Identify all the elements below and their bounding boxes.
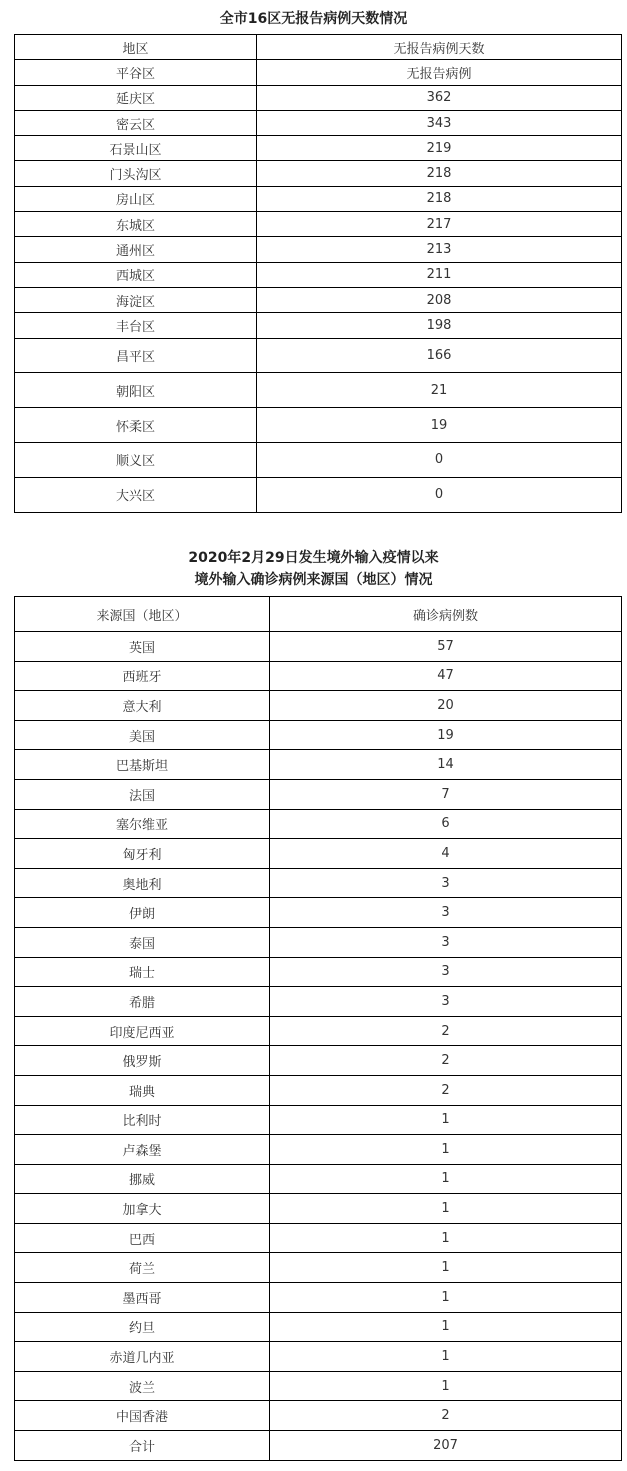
days-cell: 21 bbox=[257, 373, 622, 408]
case-count-cell: 19 bbox=[270, 720, 622, 750]
case-count-cell: 1 bbox=[270, 1164, 622, 1194]
table-row bbox=[15, 927, 622, 957]
table-row bbox=[15, 632, 622, 662]
district-cell: 密云区 bbox=[15, 110, 257, 135]
table-row bbox=[15, 1253, 622, 1283]
country-cell: 美国 bbox=[15, 720, 270, 750]
country-cell: 比利时 bbox=[15, 1105, 270, 1135]
table-row bbox=[15, 1164, 622, 1194]
table-header-row bbox=[15, 597, 622, 632]
country-cell: 合计 bbox=[15, 1431, 270, 1461]
country-cell: 英国 bbox=[15, 632, 270, 662]
district-cell: 朝阳区 bbox=[15, 373, 257, 408]
days-cell: 213 bbox=[257, 237, 622, 262]
case-count-cell: 57 bbox=[270, 632, 622, 662]
table2-title-line1: 2020年2月29日发生境外输入疫情以来 bbox=[188, 550, 439, 566]
case-count-cell: 1 bbox=[270, 1312, 622, 1342]
table-row bbox=[15, 1342, 622, 1372]
days-cell: 208 bbox=[257, 287, 622, 312]
table-row bbox=[15, 1135, 622, 1165]
case-count-cell: 1 bbox=[270, 1194, 622, 1224]
table-row bbox=[15, 1283, 622, 1313]
table-row bbox=[15, 691, 622, 721]
column-header-source-country: 来源国（地区） bbox=[15, 597, 270, 632]
table-row bbox=[15, 1223, 622, 1253]
district-cell: 门头沟区 bbox=[15, 161, 257, 186]
days-cell: 218 bbox=[257, 186, 622, 211]
case-count-cell: 2 bbox=[270, 1401, 622, 1431]
column-header-district: 地区 bbox=[15, 35, 257, 60]
country-cell: 墨西哥 bbox=[15, 1283, 270, 1313]
table-row bbox=[15, 750, 622, 780]
table-row bbox=[15, 1194, 622, 1224]
country-cell: 塞尔维亚 bbox=[15, 809, 270, 839]
table-row bbox=[15, 1312, 622, 1342]
case-count-cell: 1 bbox=[270, 1135, 622, 1165]
district-cell: 房山区 bbox=[15, 186, 257, 211]
district-cell: 平谷区 bbox=[15, 60, 257, 85]
table-row bbox=[15, 237, 622, 262]
country-cell: 巴西 bbox=[15, 1223, 270, 1253]
country-cell: 伊朗 bbox=[15, 898, 270, 928]
days-cell: 166 bbox=[257, 338, 622, 373]
days-cell: 无报告病例 bbox=[257, 60, 622, 85]
country-cell: 希腊 bbox=[15, 987, 270, 1017]
case-count-cell: 1 bbox=[270, 1223, 622, 1253]
table-row bbox=[15, 85, 622, 110]
total-row bbox=[15, 1431, 622, 1461]
days-cell: 211 bbox=[257, 262, 622, 287]
case-count-cell: 207 bbox=[270, 1431, 622, 1461]
case-count-cell: 1 bbox=[270, 1283, 622, 1313]
table-row bbox=[15, 338, 622, 373]
table-row bbox=[15, 809, 622, 839]
case-count-cell: 3 bbox=[270, 957, 622, 987]
country-cell: 中国香港 bbox=[15, 1401, 270, 1431]
country-cell: 约旦 bbox=[15, 1312, 270, 1342]
country-cell: 法国 bbox=[15, 779, 270, 809]
table-row bbox=[15, 720, 622, 750]
country-cell: 赤道几内亚 bbox=[15, 1342, 270, 1372]
days-cell: 0 bbox=[257, 477, 622, 512]
table1-title: 全市16区无报告病例天数情况 bbox=[219, 11, 408, 27]
country-cell: 巴基斯坦 bbox=[15, 750, 270, 780]
days-cell: 217 bbox=[257, 212, 622, 237]
days-cell: 0 bbox=[257, 442, 622, 477]
table-row bbox=[15, 477, 622, 512]
days-cell: 218 bbox=[257, 161, 622, 186]
case-count-cell: 3 bbox=[270, 868, 622, 898]
country-cell: 西班牙 bbox=[15, 661, 270, 691]
district-cell: 丰台区 bbox=[15, 313, 257, 338]
table-row bbox=[15, 1401, 622, 1431]
country-cell: 奥地利 bbox=[15, 868, 270, 898]
table-row bbox=[15, 442, 622, 477]
case-count-cell: 1 bbox=[270, 1253, 622, 1283]
case-count-cell: 1 bbox=[270, 1105, 622, 1135]
country-cell: 匈牙利 bbox=[15, 839, 270, 869]
table2-title-line2: 境外输入确诊病例来源国（地区）情况 bbox=[194, 572, 433, 588]
table-row bbox=[15, 1075, 622, 1105]
district-cell: 大兴区 bbox=[15, 477, 257, 512]
table-row bbox=[15, 987, 622, 1017]
district-cell: 西城区 bbox=[15, 262, 257, 287]
table-row bbox=[15, 661, 622, 691]
case-count-cell: 20 bbox=[270, 691, 622, 721]
district-cell: 昌平区 bbox=[15, 338, 257, 373]
table-row bbox=[15, 957, 622, 987]
table-row bbox=[15, 408, 622, 443]
table-row bbox=[15, 262, 622, 287]
country-cell: 瑞士 bbox=[15, 957, 270, 987]
table-row bbox=[15, 1016, 622, 1046]
table-row bbox=[15, 136, 622, 161]
table-row bbox=[15, 186, 622, 211]
table-row bbox=[15, 287, 622, 312]
district-cell: 石景山区 bbox=[15, 136, 257, 161]
country-cell: 印度尼西亚 bbox=[15, 1016, 270, 1046]
table2-body bbox=[15, 632, 622, 1461]
table-row bbox=[15, 373, 622, 408]
district-cell: 东城区 bbox=[15, 212, 257, 237]
column-header-confirmed-cases: 确诊病例数 bbox=[270, 597, 622, 632]
case-count-cell: 7 bbox=[270, 779, 622, 809]
district-cell: 通州区 bbox=[15, 237, 257, 262]
country-cell: 荷兰 bbox=[15, 1253, 270, 1283]
table-row bbox=[15, 898, 622, 928]
table-row bbox=[15, 60, 622, 85]
country-cell: 泰国 bbox=[15, 927, 270, 957]
country-cell: 卢森堡 bbox=[15, 1135, 270, 1165]
country-cell: 挪威 bbox=[15, 1164, 270, 1194]
table-row bbox=[15, 110, 622, 135]
country-cell: 俄罗斯 bbox=[15, 1046, 270, 1076]
table-row bbox=[15, 779, 622, 809]
country-cell: 瑞典 bbox=[15, 1075, 270, 1105]
case-count-cell: 14 bbox=[270, 750, 622, 780]
table-row bbox=[15, 839, 622, 869]
column-header-days: 无报告病例天数 bbox=[257, 35, 622, 60]
case-count-cell: 3 bbox=[270, 898, 622, 928]
district-cell: 海淀区 bbox=[15, 287, 257, 312]
district-cell: 怀柔区 bbox=[15, 408, 257, 443]
case-count-cell: 2 bbox=[270, 1016, 622, 1046]
case-count-cell: 6 bbox=[270, 809, 622, 839]
district-cell: 顺义区 bbox=[15, 442, 257, 477]
table-row bbox=[15, 1046, 622, 1076]
country-cell: 加拿大 bbox=[15, 1194, 270, 1224]
table-row bbox=[15, 1105, 622, 1135]
table-row bbox=[15, 1371, 622, 1401]
table-row bbox=[15, 161, 622, 186]
case-count-cell: 47 bbox=[270, 661, 622, 691]
days-cell: 198 bbox=[257, 313, 622, 338]
table-row bbox=[15, 868, 622, 898]
case-count-cell: 1 bbox=[270, 1342, 622, 1372]
imported-cases-source-table bbox=[14, 596, 622, 1461]
case-count-cell: 4 bbox=[270, 839, 622, 869]
case-count-cell: 1 bbox=[270, 1371, 622, 1401]
case-count-cell: 2 bbox=[270, 1046, 622, 1076]
table-row bbox=[15, 313, 622, 338]
case-count-cell: 2 bbox=[270, 1075, 622, 1105]
country-cell: 意大利 bbox=[15, 691, 270, 721]
days-cell: 362 bbox=[257, 85, 622, 110]
days-cell: 219 bbox=[257, 136, 622, 161]
district-cell: 延庆区 bbox=[15, 85, 257, 110]
table-row bbox=[15, 212, 622, 237]
days-cell: 19 bbox=[257, 408, 622, 443]
case-count-cell: 3 bbox=[270, 987, 622, 1017]
country-cell: 波兰 bbox=[15, 1371, 270, 1401]
days-cell: 343 bbox=[257, 110, 622, 135]
table-header-row bbox=[15, 35, 622, 60]
case-count-cell: 3 bbox=[270, 927, 622, 957]
district-no-case-days-table bbox=[14, 34, 622, 513]
